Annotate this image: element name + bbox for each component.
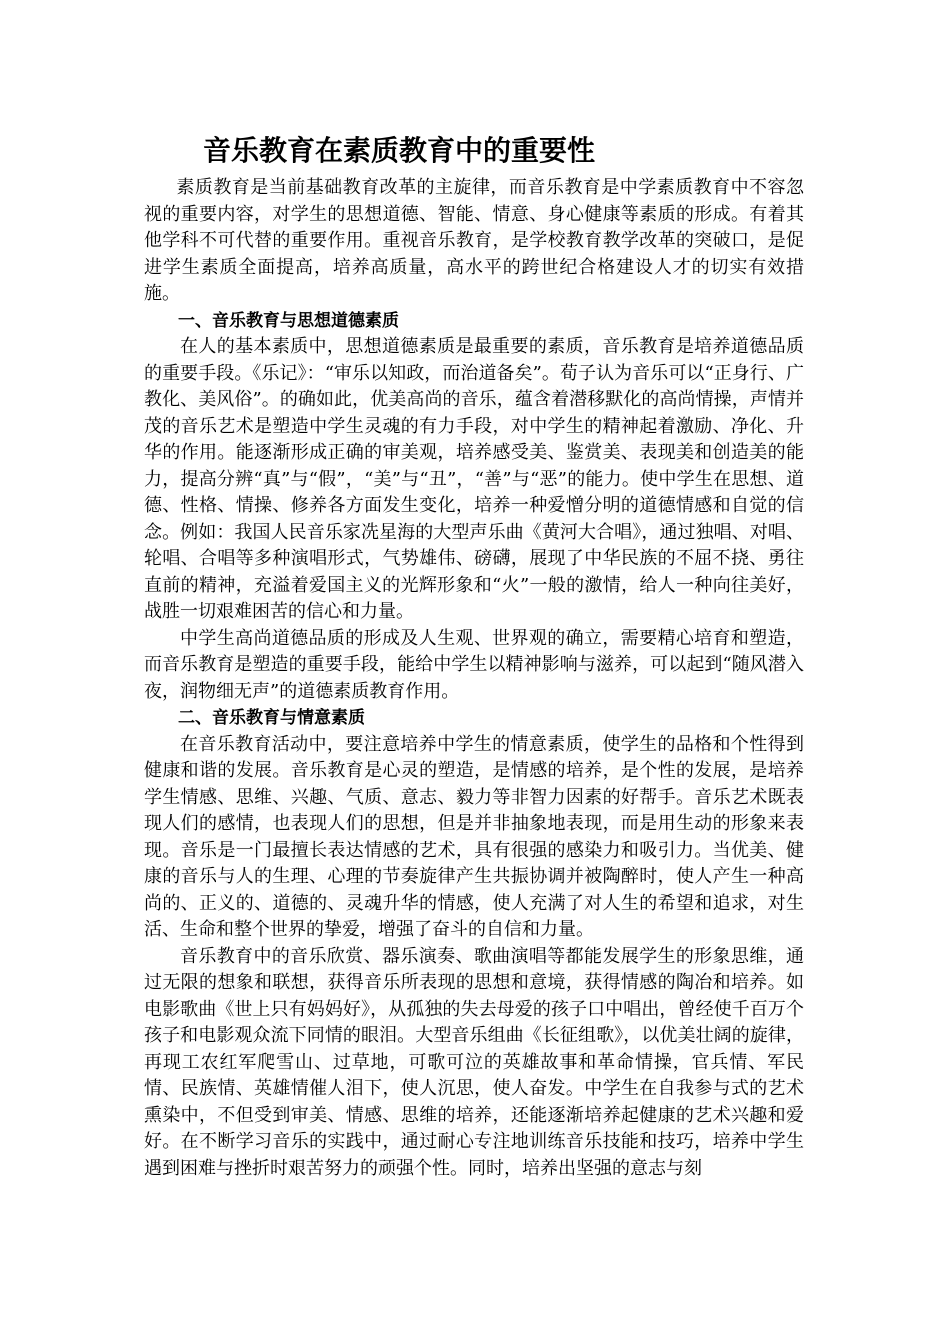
section-heading-moral: 一、音乐教育与思想道德素质 [178, 310, 399, 331]
paragraph: 音乐教育中的音乐欣赏、器乐演奏、歌曲演唱等都能发展学生的形象思维，通过无限的想象和联想，获得音乐所表现的思想和意境，获得情感的陶冶和培养。如电影歌曲《世上只有妈妈好》，从孤独的失去母爱的孩子口中唱出，曾经使千百万个孩子和电影观众流下同情的眼泪。大型音乐组曲《长征组歌》，以优美壮阔的旋律，再现工农红军爬雪山、过草地，可歌可泣的英雄故事和革命情操，官兵情、军民情、民族情、英雄情催人泪下，使人沉思，使人奋发。中学生在自我参与式的艺术熏染中，不但受到审美、情感、思维的培养，还能逐渐培养起健康的艺术兴趣和爱好。在不断学习音乐的实践中，通过耐心专注地训练音乐技能和技巧，培养中学生遇到困难与挫折时艰苦努力的顽强个性。同时，培养出坚强的意志与刻 [144, 945, 804, 1179]
paragraph: 中学生高尚道德品质的形成及人生观、世界观的确立，需要精心培育和塑造，而音乐教育是塑造的重要手段，能给中学生以精神影响与滋养，可以起到“随风潜入夜，润物细无声”的道德素质教育作用。 [144, 627, 804, 702]
paragraph: 在人的基本素质中，思想道德素质是最重要的素质，音乐教育是培养道德品质的重要手段。《乐记》：“审乐以知政，而治道备矣”。荀子认为音乐可以“正身行、广教化、美风俗”。的确如此，优美高尚的音乐，蕴含着潜移默化的高尚情操，声情并茂的音乐艺术是塑造中学生灵魂的有力手段，对中学生的精神起着激励、净化、升华的作用。能逐渐形成正确的审美观，培养感受美、鉴赏美、表现美和创造美的能力，提高分辨“真”与“假”，“美”与“丑”，“善”与“恶”的能力。使中学生在思想、道德、性格、情操、修养各方面发生变化，培养一种爱憎分明的道德情感和自觉的信念。例如：我国人民音乐家冼星海的大型声乐曲《黄河大合唱》，通过独唱、对唱、轮唱、合唱等多种演唱形式，气势雄伟、磅礴，展现了中华民族的不屈不挠、勇往直前的精神，充溢着爱国主义的光辉形象和“火”一般的激情，给人一种向往美好，战胜一切艰难困苦的信心和力量。 [144, 336, 804, 622]
paragraph: 在音乐教育活动中，要注意培养中学生的情意素质，使学生的品格和个性得到健康和谐的发展。音乐教育是心灵的塑造，是情感的培养，是个性的发展，是培养学生情感、思维、兴趣、气质、意志、毅力等非智力因素的好帮手。音乐艺术既表现人们的感情，也表现人们的思想，但是并非抽象地表现，而是用生动的形象来表现。音乐是一门最擅长表达情感的艺术，具有很强的感染力和吸引力。当优美、健康的音乐与人的生理、心理的节奏旋律产生共振协调并被陶醉时，使人产生一种高尚的、正义的、道德的、灵魂升华的情感，使人充满了对人生的希望和追求，对生活、生命和整个世界的挚爱，增强了奋斗的自信和力量。 [144, 733, 804, 940]
intro-paragraph: 素质教育是当前基础教育改革的主旋律，而音乐教育是中学素质教育中不容忽视的重要内容，对学生的思想道德、智能、情意、身心健康等素质的形成。有着其他学科不可代替的重要作用。重视音乐教育，是学校教育教学改革的突破口，是促进学生素质全面提高，培养高质量，高水平的跨世纪合格建设人才的切实有效措施。 [144, 177, 804, 304]
section-heading-emotion: 二、音乐教育与情意素质 [178, 708, 365, 728]
document-body [144, 175, 804, 1182]
document-title: 音乐教育在素质教育中的重要性 [203, 134, 596, 167]
